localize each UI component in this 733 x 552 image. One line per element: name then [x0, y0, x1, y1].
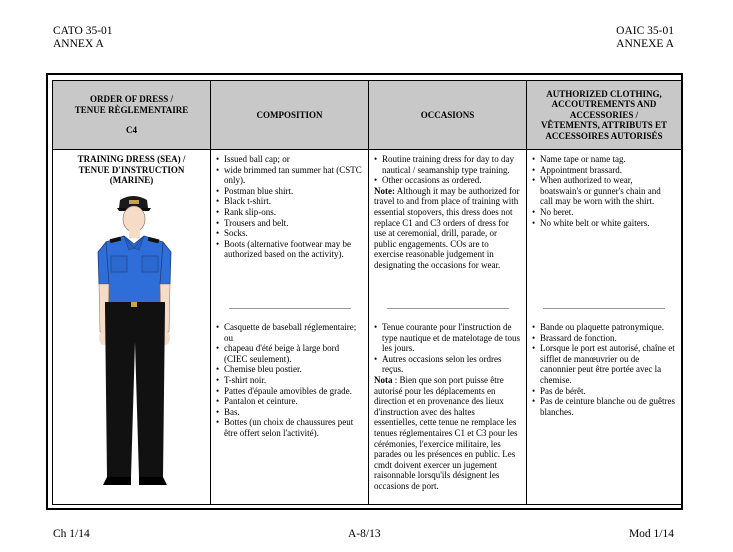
occasions-nota: [374, 375, 520, 492]
list-item: • Postman blue shirt.: [216, 186, 362, 197]
composition-cell: [211, 150, 369, 505]
document-id: CATO 35-01: [53, 25, 113, 37]
composition-list-en: [216, 154, 362, 260]
occasions-en: [374, 154, 520, 271]
list-item: • Black t-shirt.: [216, 196, 362, 207]
authorized-list-fr: [532, 322, 675, 417]
annex-label: ANNEX A: [53, 38, 104, 50]
annex-label-fr: ANNEXE A: [616, 38, 674, 50]
authorized-header-line1: AUTHORIZED CLOTHING,: [546, 88, 662, 99]
list-item: • Rank slip-ons.: [216, 207, 362, 218]
occasions-cell: [369, 150, 527, 505]
list-item: • When authorized to wear, boatswain's or gunner's chain and call may be worn with the shirt.: [532, 175, 675, 207]
dress-title-line1: TRAINING DRESS (SEA) /: [77, 154, 186, 164]
note-label: Note:: [374, 185, 395, 196]
authorized-header-line5: ACCESSOIRES AUTORISÉS: [545, 130, 663, 141]
authorized-header: [527, 81, 682, 150]
authorized-list-en: [532, 154, 675, 228]
dress-cell: [53, 150, 211, 505]
header-left: [53, 25, 113, 51]
footer-modification: Mod 1/14: [628, 528, 674, 540]
header-right: [616, 25, 674, 51]
dress-title: [53, 150, 210, 186]
list-item: • Tenue courante pour l'instruction de type nautique et de matelotage de tous les jours.: [374, 322, 520, 354]
composition-header: COMPOSITION: [211, 81, 369, 150]
composition-list-fr: [216, 322, 362, 439]
list-item: • No beret.: [532, 207, 675, 218]
list-item: • Socks.: [216, 228, 362, 239]
list-item: • Name tape or name tag.: [532, 154, 675, 165]
list-item: • T-shirt noir.: [216, 375, 362, 386]
list-item: • Trousers and belt.: [216, 218, 362, 229]
authorized-header-line3: ACCESSORIES /: [569, 109, 639, 120]
list-item: • Casquette de baseball réglementaire; ou: [216, 322, 362, 343]
nota-label: Nota: [374, 374, 393, 385]
authorized-header-line4: VÊTEMENTS, ATTRIBUTS ET: [540, 120, 668, 131]
authorized-header-line2: ACCOUTREMENTS AND: [551, 99, 657, 110]
list-item: • Pas de bérêt.: [532, 386, 675, 397]
authorized-cell: [527, 150, 682, 505]
order-header-line1: ORDER OF DRESS /: [90, 94, 173, 105]
order-code: C4: [126, 125, 137, 136]
occasions-note: [374, 186, 520, 271]
list-item: • No white belt or white gaiters.: [532, 218, 675, 229]
dress-title-line2: TENUE D'INSTRUCTION: [78, 164, 185, 175]
list-item: • Bande ou plaquette patronymique.: [532, 322, 675, 333]
section-divider: [543, 308, 665, 309]
nota-text: : Bien que son port puisse être autorisé pour les déplacements en direction et en provenance des lieux d'instruction avec des haltes essentielles, cette tenue ne remplace les tenues réglementaires C1 et C3 pour les cérémonies, l'exercice militaire, les parades ou les présences en public. Les cmdt doivent exercer un jugement raisonnable lorsqu'ils désignent les occasions de port.: [374, 374, 518, 491]
section-divider: [387, 308, 509, 309]
header-row: [53, 81, 682, 150]
occasions-header: OCCASIONS: [369, 81, 527, 150]
dress-title-line3: (MARINE): [109, 175, 154, 186]
list-item: • Brassard de fonction.: [532, 333, 675, 344]
list-item: • Appointment brassard.: [532, 165, 675, 176]
list-item: • Chemise bleu postier.: [216, 364, 362, 375]
order-of-dress-header: [53, 81, 211, 150]
content-row: [53, 150, 682, 505]
list-item: • wide brimmed tan summer hat (CSTC only).: [216, 165, 362, 186]
list-item: • Bas.: [216, 407, 362, 418]
table-frame: [46, 73, 683, 510]
list-item: • Pantalon et ceinture.: [216, 396, 362, 407]
dress-table: [52, 80, 682, 505]
list-item: • Boots (alternative footwear may be authorized based on the activity).: [216, 239, 362, 260]
list-item: • Issued ball cap; or: [216, 154, 362, 165]
footer-change: Ch 1/14: [53, 528, 90, 540]
cadet-illustration: [93, 192, 173, 492]
list-item: • Other occasions as ordered.: [374, 175, 520, 186]
list-item: • Autres occasions selon les ordres reçus.: [374, 354, 520, 375]
list-item: • Pattes d'épaule amovibles de grade.: [216, 386, 362, 397]
list-item: • Lorsque le port est autorisé, chaîne et sifflet de manœuvrier ou de canonnier peut être portée avec la chemise.: [532, 343, 675, 385]
list-item: • chapeau d'été beige à large bord (CIEC seulement).: [216, 343, 362, 364]
list-item: • Routine training dress for day to day nautical / seamanship type training.: [374, 154, 520, 175]
list-item: • Bottes (un choix de chaussures peut être offert selon l'activité).: [216, 417, 362, 438]
note-text: Although it may be authorized for travel to and from place of training with essential stopovers, this dress does not replace C1 and C3 orders of dress for use at ceremonial, drill, parade, or public engagements. COs are to exercise reasonable judgement in designating the occasions for wear.: [374, 185, 520, 270]
order-header-line2: TENUE RÈGLEMENTAIRE: [74, 104, 189, 115]
section-divider: [229, 308, 351, 309]
document-id-fr: OAIC 35-01: [616, 25, 674, 37]
list-item: • Pas de ceinture blanche ou de guêtres blanches.: [532, 396, 675, 417]
page-number: A-8/13: [348, 528, 381, 540]
occasions-fr: [374, 322, 520, 492]
